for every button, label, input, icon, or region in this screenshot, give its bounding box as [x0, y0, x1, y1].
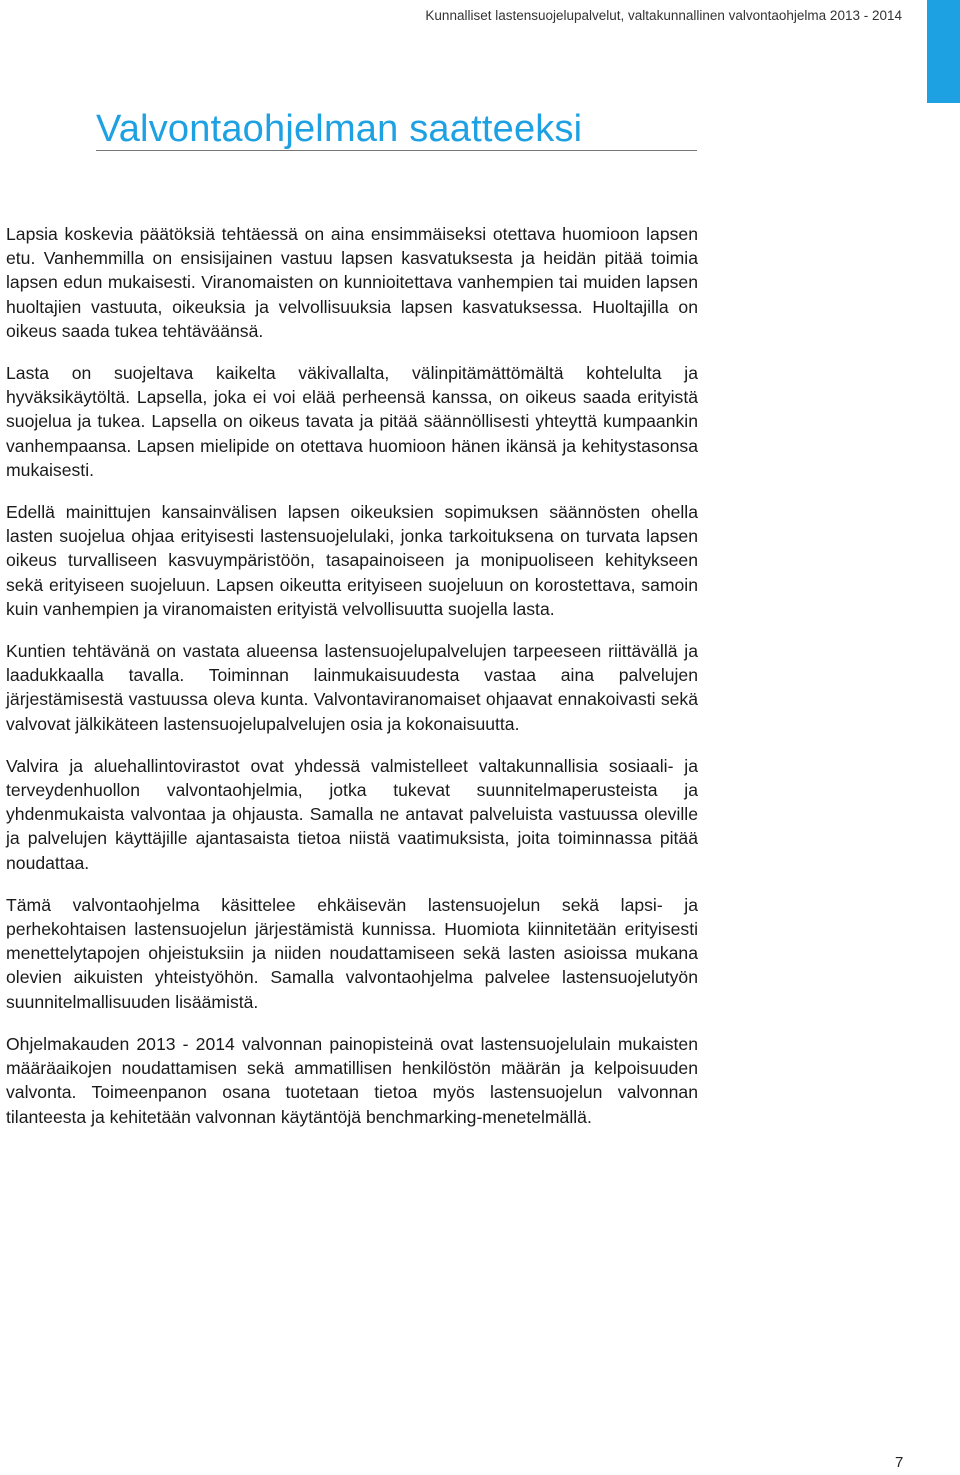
- paragraph-5: Valvira ja aluehallintovirastot ovat yhdessä valmistelleet valtakunnallisia sosiaali- ja terveydenhuollon valvontaohjelmia, jotka tukevat suunnitelmaperusteista ja yhdenmukaista valvontaa ja ohjausta. Samalla ne antavat palveluista vastuussa oleville ja palvelujen käyttäjille ajantasaista tietoa niistä vaatimuksista, joita toiminnassa pitää noudattaa.: [6, 755, 698, 873]
- page-number: 7: [895, 1454, 904, 1471]
- body-text: [6, 222, 698, 1147]
- paragraph-1: Lapsia koskevia päätöksiä tehtäessä on aina ensimmäiseksi otettava huomioon lapsen etu. Vanhemmilla on ensisijainen vastuu lapsen kasvatuksesta ja heidän pitää toimia lapsen edun mukaisesti. Viranomaisten on kunnioitettava vanhempien tai muiden lapsen huoltajien vastuuta, oikeuksia ja velvollisuuksia lapsen kasvatuksessa. Huoltajilla on oikeus saada tukea tehtäväänsä.: [6, 224, 698, 341]
- paragraph-7: Ohjelmakauden 2013 - 2014 valvonnan painopisteinä ovat lastensuojelulain mukaisten määräaikojen noudattamisen sekä ammatillisen henkilöstön määrän ja kelpoisuuden valvonta. Toimeenpanon osana tuotetaan tietoa myös lastensuojelun valvonnan tilanteesta ja kehitetään valvonnan käytäntöjä benchmarking-menetelmällä.: [6, 1033, 698, 1127]
- accent-tab: [927, 0, 960, 103]
- paragraph-3: Edellä mainittujen kansainvälisen lapsen oikeuksien sopimuksen säännösten ohella lasten suojelua ohjaa erityisesti lastensuojelulaki, jonka tarkoituksena on turvata lapsen oikeus turvalliseen kasvuympäristöön, tasapainoiseen ja monipuoliseen kehitykseen sekä erityiseen suojeluun. Lapsen oikeutta erityiseen suojeluun on korostettava, samoin kuin vanhempien ja viranomaisten erityistä velvollisuutta suojella lasta.: [6, 502, 698, 619]
- paragraph-6: Tämä valvontaohjelma käsittelee ehkäisevän lastensuojelun sekä lapsi- ja perhekohtaisen lastensuojelun järjestämistä kunnissa. Huomiota kiinnitetään erityisesti menettelytapojen ohjeistuksiin ja niiden noudattamiseen sekä lasten asioissa mukana olevien aikuisten yhteistyöhön. Samalla valvontaohjelma palvelee lastensuojelutyön suunnitelmallisuuden lisäämistä.: [6, 894, 698, 1012]
- page-title: Valvontaohjelman saatteeksi: [96, 108, 583, 150]
- paragraph-4: Kuntien tehtävänä on vastata alueensa lastensuojelupalvelujen tarpeeseen riittävällä ja laadukkaalla tavalla. Toiminnan lainmukaisuudesta vastaa aina palvelujen järjestämisestä vastuussa oleva kunta. Valvontaviranomaiset ohjaavat ennakoivasti sekä valvovat jälkikäteen lastensuojelupalvelujen osia ja kokonaisuutta.: [6, 641, 698, 734]
- paragraph-2: Lasta on suojeltava kaikelta väkivallalta, välinpitämättömältä kohtelulta ja hyväksikäytöltä. Lapsella, joka ei voi elää perheensä kanssa, on oikeus saada erityistä suojelua ja tukea. Lapsella on oikeus tavata ja pitää säännöllisesti yhteyttä kumpaankin vanhempaansa. Lapsen mielipide on otettava huomioon hänen ikänsä ja kehitystasonsa mukaisesti.: [6, 363, 698, 480]
- running-header: Kunnalliset lastensuojelupalvelut, valtakunnallinen valvontaohjelma 2013 - 2014: [425, 8, 902, 23]
- title-rule: [96, 150, 697, 151]
